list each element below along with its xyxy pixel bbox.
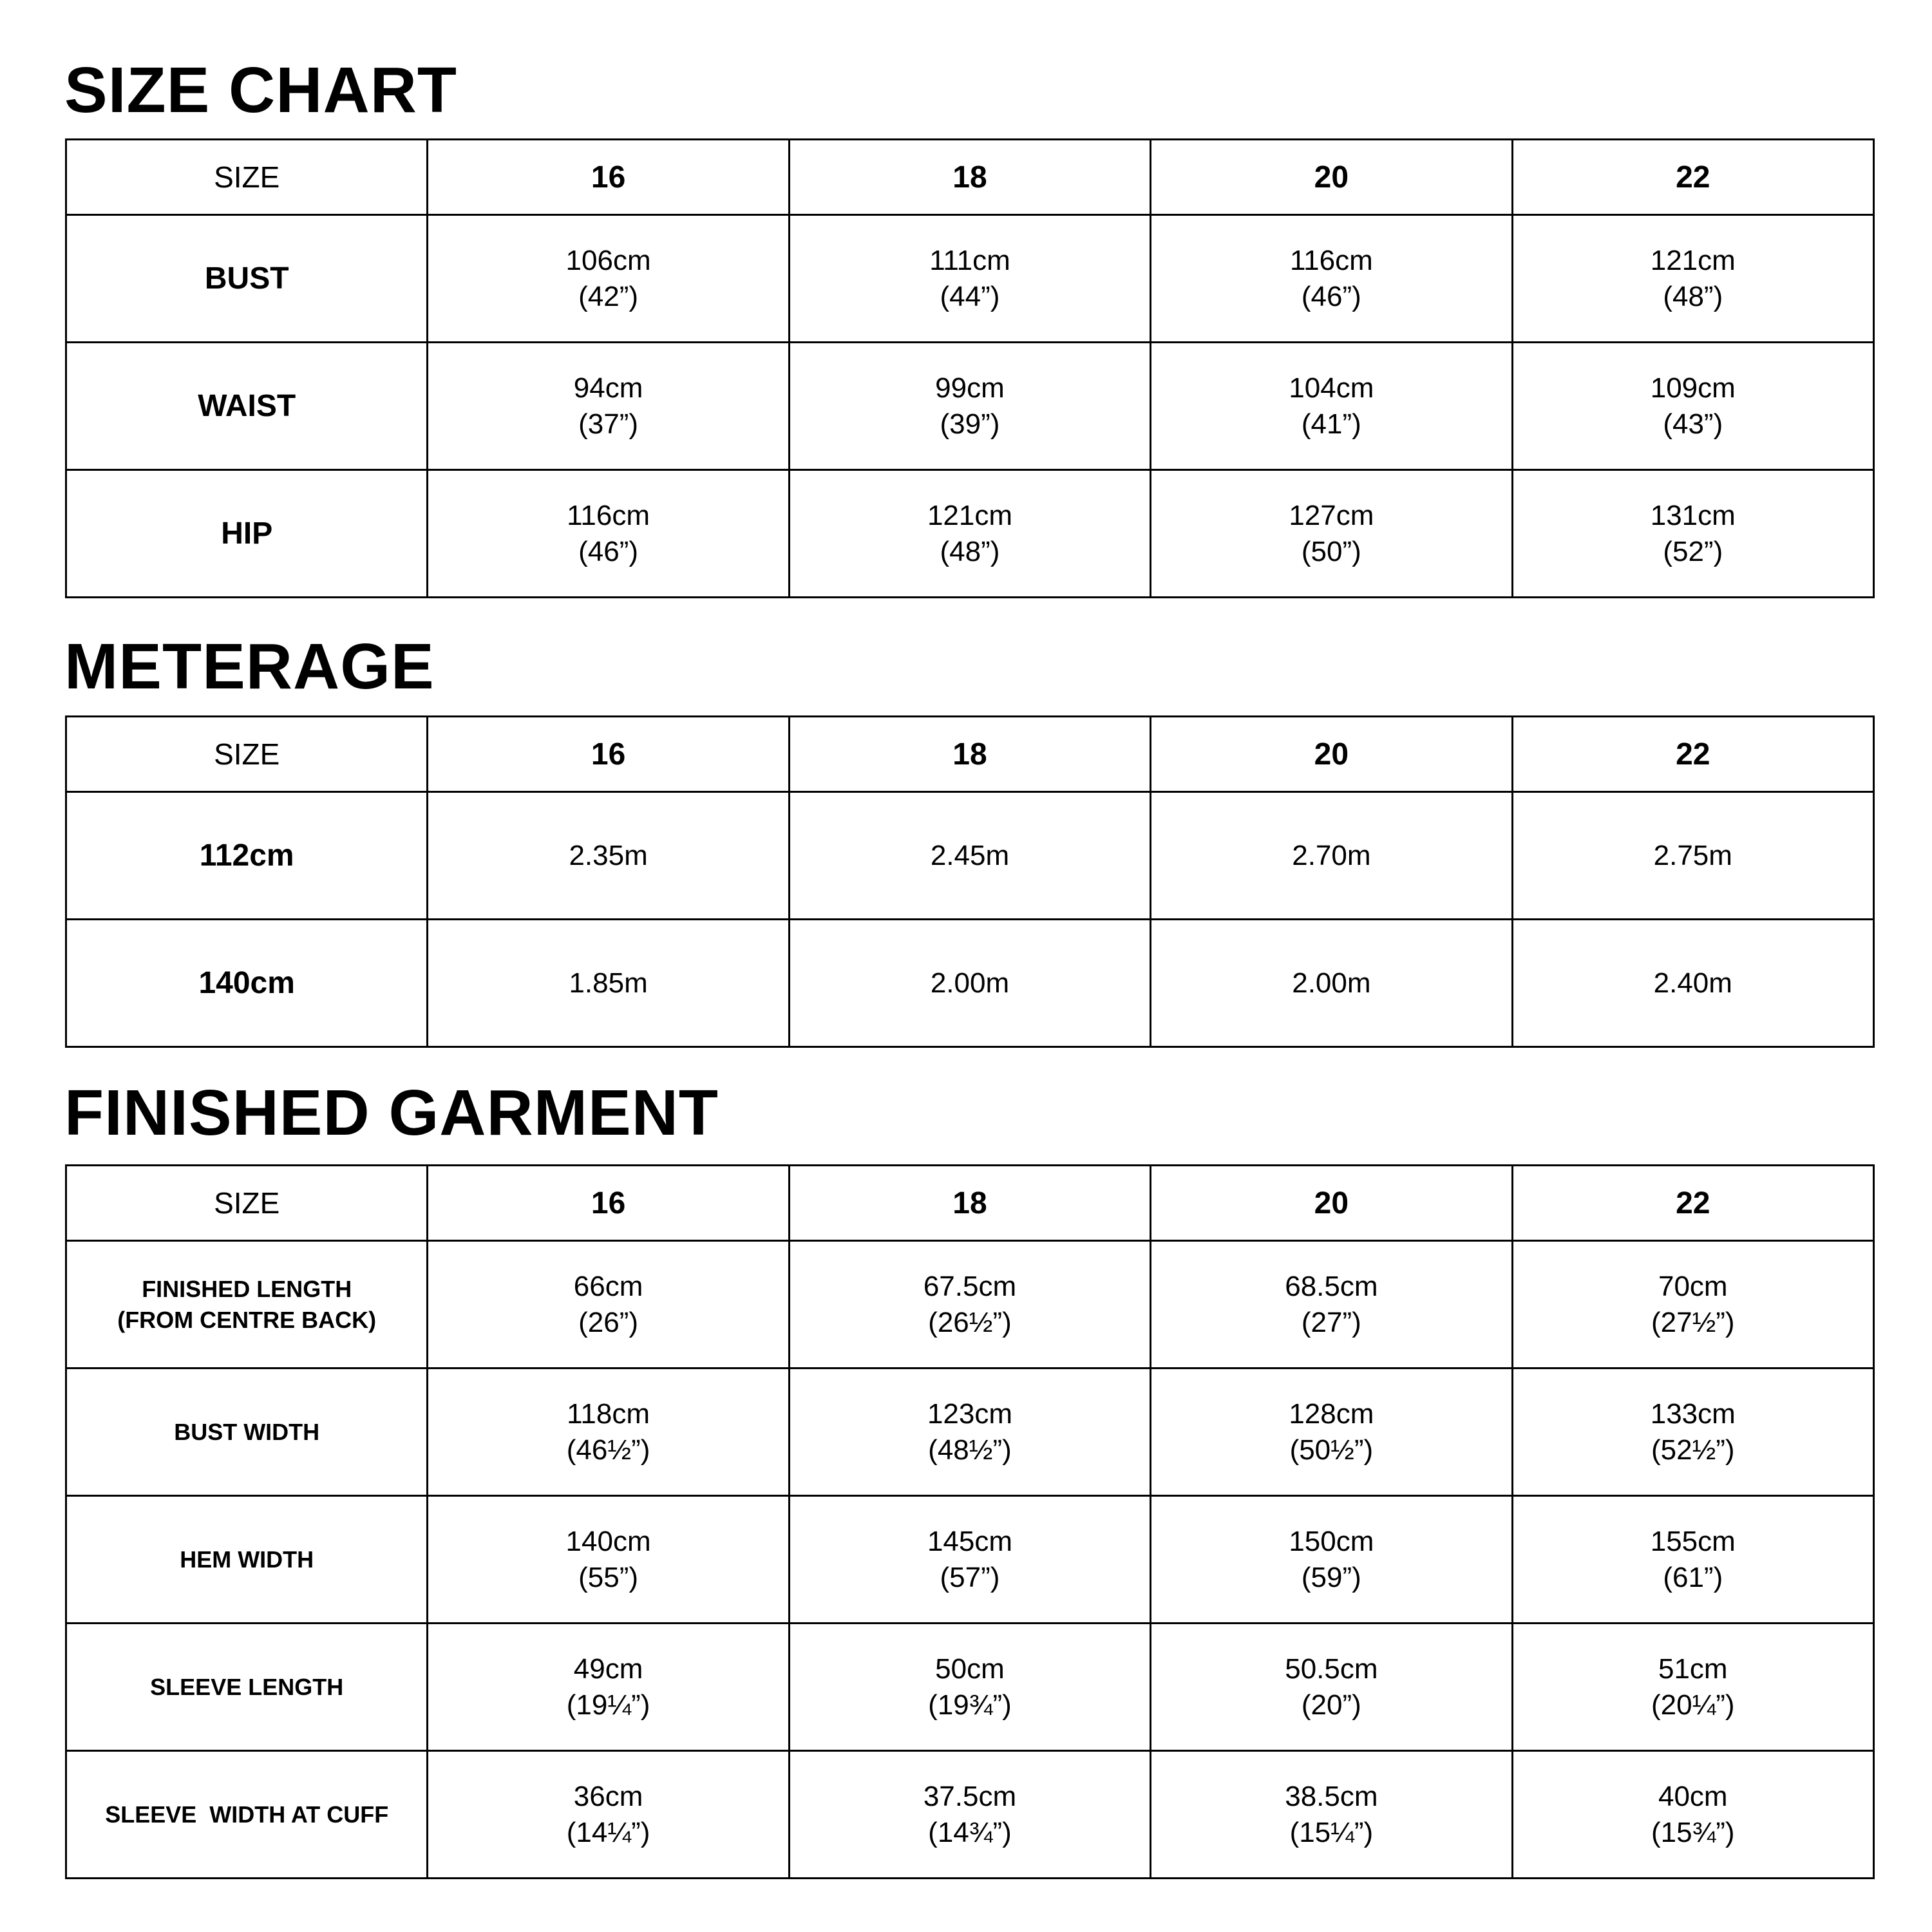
table-cell bbox=[789, 1368, 1150, 1496]
inch-value: (27½”) bbox=[1651, 1306, 1735, 1338]
finished-garment-table bbox=[65, 1164, 1875, 1879]
inch-value: (41”) bbox=[1301, 408, 1361, 440]
size-column-22: 22 bbox=[1512, 717, 1873, 792]
table-cell bbox=[428, 1368, 789, 1496]
size-column-16: 16 bbox=[428, 140, 789, 215]
table-cell bbox=[1512, 1241, 1873, 1368]
size-column-20: 20 bbox=[1151, 140, 1512, 215]
inch-value: (48½”) bbox=[928, 1434, 1012, 1466]
size-column-20: 20 bbox=[1151, 1166, 1512, 1241]
table-cell bbox=[1151, 1241, 1512, 1368]
label-line-2: (FROM CENTRE BACK) bbox=[117, 1306, 377, 1333]
cm-value: 118cm bbox=[567, 1397, 650, 1430]
inch-value: (20¼”) bbox=[1651, 1689, 1735, 1721]
table-cell bbox=[428, 1496, 789, 1624]
meterage-table bbox=[65, 715, 1875, 1048]
table-row-finished-length bbox=[66, 1241, 1874, 1368]
table-cell bbox=[1151, 1368, 1512, 1496]
row-label-hem-width: HEM WIDTH bbox=[66, 1496, 428, 1624]
table-cell bbox=[1151, 470, 1512, 598]
table-row-sleeve-length bbox=[66, 1624, 1874, 1751]
row-label-waist: WAIST bbox=[66, 343, 428, 470]
row-label-bust: BUST bbox=[66, 215, 428, 343]
inch-value: (59”) bbox=[1301, 1561, 1361, 1593]
table-cell bbox=[1512, 1496, 1873, 1624]
table-cell bbox=[789, 1496, 1150, 1624]
cm-value: 140cm bbox=[565, 1525, 651, 1557]
table-row-bust-width bbox=[66, 1368, 1874, 1496]
table-row-hip bbox=[66, 470, 1874, 598]
table-cell bbox=[1512, 470, 1873, 598]
row-label-sleeve-width-at-cuff: SLEEVE WIDTH AT CUFF bbox=[66, 1751, 428, 1879]
table-cell bbox=[789, 343, 1150, 470]
inch-value: (46”) bbox=[578, 535, 639, 567]
size-column-18: 18 bbox=[789, 140, 1150, 215]
inch-value: (55”) bbox=[578, 1561, 639, 1593]
row-label-fabric-width: 112cm bbox=[66, 792, 428, 920]
inch-value: (50”) bbox=[1301, 535, 1361, 567]
inch-value: (27”) bbox=[1301, 1306, 1361, 1338]
cm-value: 50.5cm bbox=[1285, 1653, 1378, 1685]
cm-value: 49cm bbox=[573, 1653, 643, 1685]
inch-value: (50½”) bbox=[1289, 1434, 1374, 1466]
table-header-row bbox=[66, 717, 1874, 792]
inch-value: (14¼”) bbox=[566, 1816, 650, 1848]
table-row-waist bbox=[66, 343, 1874, 470]
inch-value: (48”) bbox=[940, 535, 1000, 567]
inch-value: (19¾”) bbox=[928, 1689, 1012, 1721]
inch-value: (52”) bbox=[1663, 535, 1723, 567]
table-cell: 2.40m bbox=[1512, 920, 1873, 1047]
size-column-22: 22 bbox=[1512, 140, 1873, 215]
inch-value: (61”) bbox=[1663, 1561, 1723, 1593]
row-label-finished-length bbox=[66, 1241, 428, 1368]
table-row-fabric-140cm bbox=[66, 920, 1874, 1047]
table-cell bbox=[1151, 1751, 1512, 1879]
table-cell bbox=[428, 1624, 789, 1751]
inch-value: (15¾”) bbox=[1651, 1816, 1735, 1848]
cm-value: 121cm bbox=[927, 499, 1013, 531]
label-line-1: FINISHED LENGTH bbox=[142, 1275, 352, 1302]
size-header-label: SIZE bbox=[66, 140, 428, 215]
table-cell bbox=[789, 1624, 1150, 1751]
cm-value: 116cm bbox=[1289, 244, 1373, 276]
inch-value: (26½”) bbox=[928, 1306, 1012, 1338]
size-column-18: 18 bbox=[789, 1166, 1150, 1241]
cm-value: 51cm bbox=[1658, 1653, 1728, 1685]
table-cell bbox=[428, 470, 789, 598]
inch-value: (14¾”) bbox=[928, 1816, 1012, 1848]
cm-value: 131cm bbox=[1650, 499, 1736, 531]
cm-value: 123cm bbox=[927, 1397, 1013, 1430]
table-cell bbox=[1512, 215, 1873, 343]
inch-value: (26”) bbox=[578, 1306, 639, 1338]
size-column-16: 16 bbox=[428, 1166, 789, 1241]
inch-value: (44”) bbox=[940, 280, 1000, 312]
table-cell bbox=[1512, 1751, 1873, 1879]
table-cell: 2.35m bbox=[428, 792, 789, 920]
cm-value: 133cm bbox=[1650, 1397, 1736, 1430]
cm-value: 67.5cm bbox=[923, 1270, 1017, 1302]
inch-value: (39”) bbox=[940, 408, 1000, 440]
table-cell bbox=[1151, 1496, 1512, 1624]
table-cell bbox=[789, 215, 1150, 343]
table-cell bbox=[789, 470, 1150, 598]
table-cell bbox=[1151, 343, 1512, 470]
inch-value: (52½”) bbox=[1651, 1434, 1735, 1466]
cm-value: 36cm bbox=[573, 1780, 643, 1812]
inch-value: (15¼”) bbox=[1289, 1816, 1374, 1848]
table-cell bbox=[789, 1241, 1150, 1368]
table-header-row bbox=[66, 140, 1874, 215]
cm-value: 127cm bbox=[1289, 499, 1374, 531]
inch-value: (48”) bbox=[1663, 280, 1723, 312]
inch-value: (46”) bbox=[1301, 280, 1361, 312]
meterage-title: METERAGE bbox=[64, 630, 435, 703]
cm-value: 66cm bbox=[573, 1270, 643, 1302]
finished-garment-title: FINISHED GARMENT bbox=[64, 1077, 719, 1149]
cm-value: 106cm bbox=[565, 244, 651, 276]
cm-value: 38.5cm bbox=[1285, 1780, 1378, 1812]
row-label-sleeve-length: SLEEVE LENGTH bbox=[66, 1624, 428, 1751]
table-row-fabric-112cm bbox=[66, 792, 1874, 920]
cm-value: 104cm bbox=[1289, 372, 1374, 404]
inch-value: (19¼”) bbox=[566, 1689, 650, 1721]
row-label-fabric-width: 140cm bbox=[66, 920, 428, 1047]
size-column-18: 18 bbox=[789, 717, 1150, 792]
table-cell bbox=[1151, 215, 1512, 343]
size-header-label: SIZE bbox=[66, 1166, 428, 1241]
table-cell: 2.70m bbox=[1151, 792, 1512, 920]
size-column-20: 20 bbox=[1151, 717, 1512, 792]
inch-value: (20”) bbox=[1301, 1689, 1361, 1721]
size-column-16: 16 bbox=[428, 717, 789, 792]
cm-value: 99cm bbox=[935, 372, 1005, 404]
table-cell bbox=[1151, 1624, 1512, 1751]
table-cell bbox=[428, 343, 789, 470]
inch-value: (42”) bbox=[578, 280, 639, 312]
table-cell bbox=[1512, 1624, 1873, 1751]
table-cell bbox=[1512, 1368, 1873, 1496]
cm-value: 150cm bbox=[1289, 1525, 1374, 1557]
table-cell: 2.00m bbox=[1151, 920, 1512, 1047]
size-chart-table bbox=[65, 138, 1875, 598]
table-row-bust bbox=[66, 215, 1874, 343]
cm-value: 155cm bbox=[1650, 1525, 1736, 1557]
inch-value: (57”) bbox=[940, 1561, 1000, 1593]
cm-value: 116cm bbox=[567, 499, 650, 531]
table-cell: 1.85m bbox=[428, 920, 789, 1047]
size-header-label: SIZE bbox=[66, 717, 428, 792]
cm-value: 68.5cm bbox=[1285, 1270, 1378, 1302]
cm-value: 37.5cm bbox=[923, 1780, 1017, 1812]
cm-value: 94cm bbox=[573, 372, 643, 404]
inch-value: (46½”) bbox=[566, 1434, 650, 1466]
table-cell: 2.75m bbox=[1512, 792, 1873, 920]
inch-value: (43”) bbox=[1663, 408, 1723, 440]
row-label-bust-width: BUST WIDTH bbox=[66, 1368, 428, 1496]
cm-value: 50cm bbox=[935, 1653, 1005, 1685]
table-row-sleeve-width-at-cuff bbox=[66, 1751, 1874, 1879]
cm-value: 111cm bbox=[929, 244, 1010, 276]
table-cell bbox=[428, 1241, 789, 1368]
table-cell bbox=[428, 1751, 789, 1879]
inch-value: (37”) bbox=[578, 408, 639, 440]
cm-value: 40cm bbox=[1658, 1780, 1728, 1812]
table-cell bbox=[1512, 343, 1873, 470]
table-cell: 2.00m bbox=[789, 920, 1150, 1047]
table-header-row bbox=[66, 1166, 1874, 1241]
cm-value: 121cm bbox=[1650, 244, 1736, 276]
cm-value: 128cm bbox=[1289, 1397, 1374, 1430]
table-row-hem-width bbox=[66, 1496, 1874, 1624]
table-cell bbox=[789, 1751, 1150, 1879]
cm-value: 70cm bbox=[1658, 1270, 1728, 1302]
size-column-22: 22 bbox=[1512, 1166, 1873, 1241]
row-label-hip: HIP bbox=[66, 470, 428, 598]
cm-value: 109cm bbox=[1650, 372, 1736, 404]
table-cell bbox=[428, 215, 789, 343]
cm-value: 145cm bbox=[927, 1525, 1013, 1557]
size-chart-title: SIZE CHART bbox=[64, 54, 457, 126]
table-cell: 2.45m bbox=[789, 792, 1150, 920]
